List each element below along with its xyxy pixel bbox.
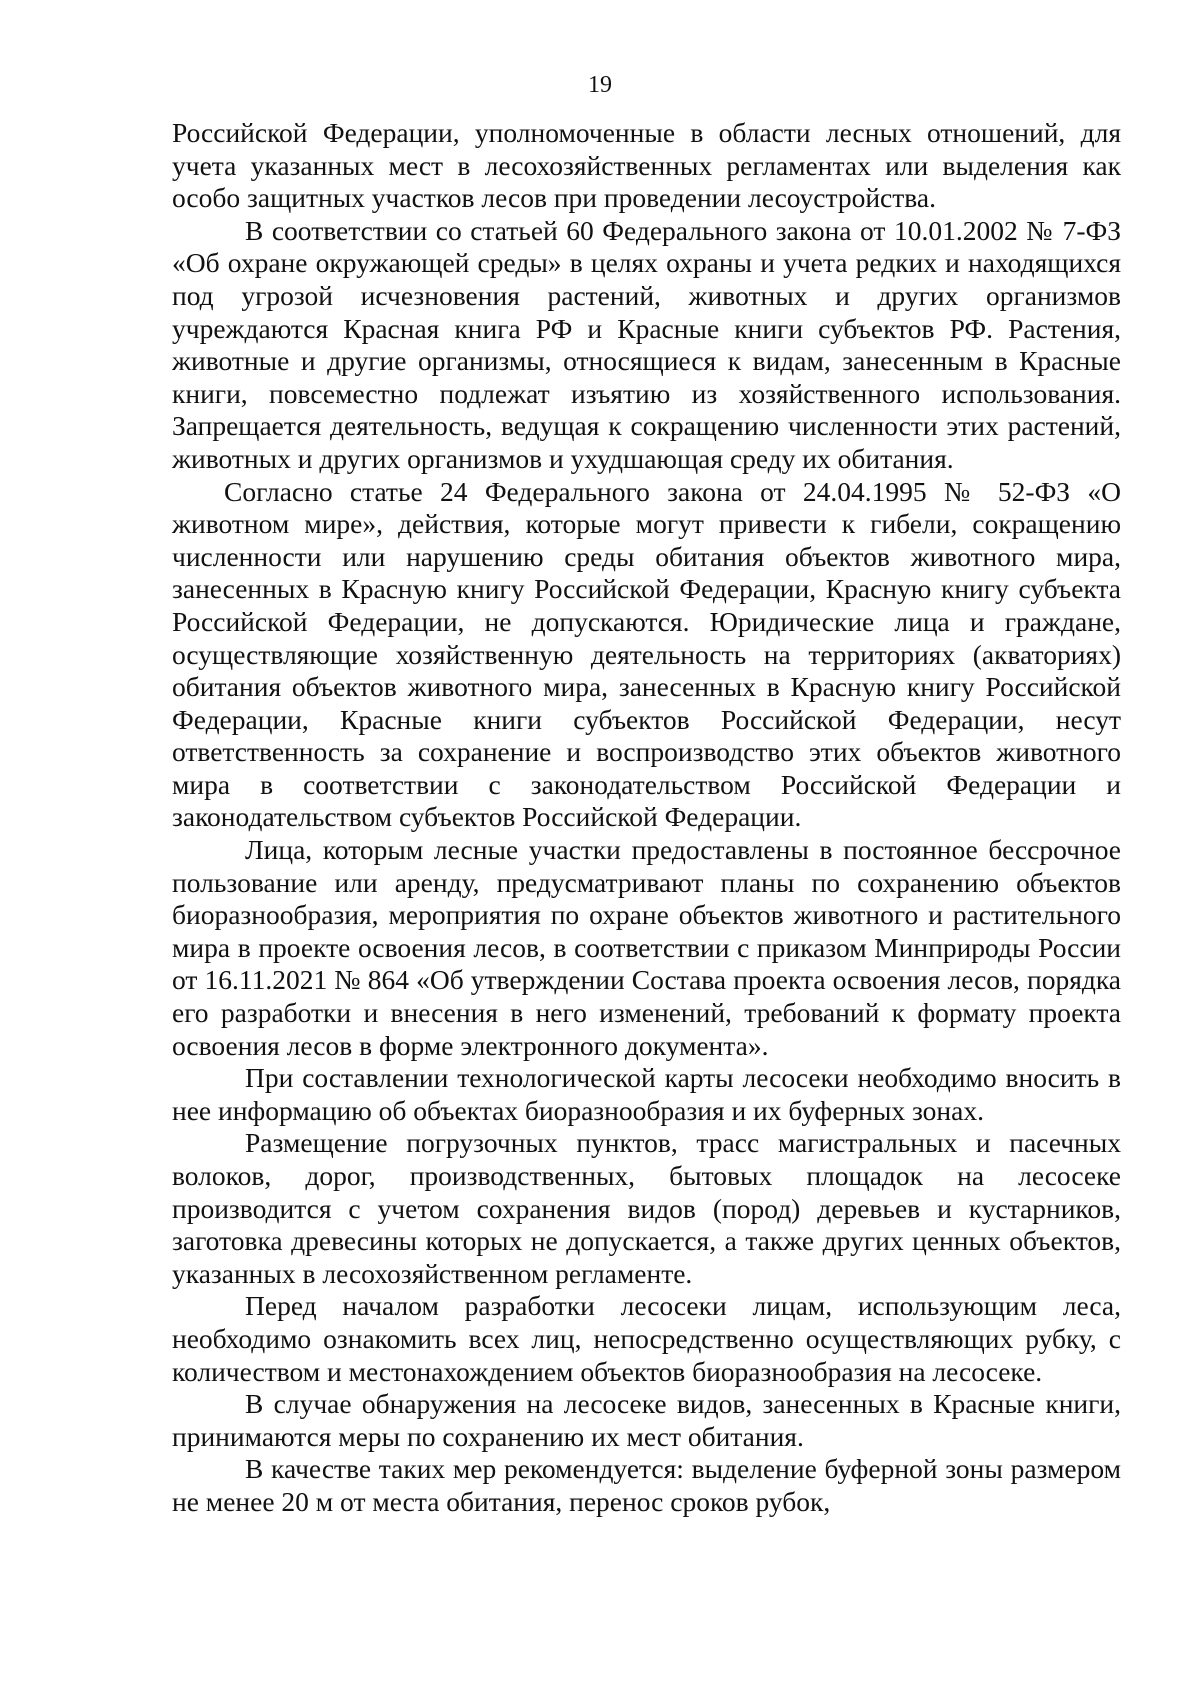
page-number: 19 (588, 72, 612, 98)
paragraph-red-book-species: В случае обнаружения на лесосеке видов, занесенных в Красные книги, принимаются меры по сохранению их мест обитания. (172, 1388, 1121, 1452)
paragraph-before-logging: Перед началом разработки лесосеки лицам, использующим леса, необходимо ознакомить всех лиц, непосредственно осуществляющих рубку, с количеством и местонахождением объектов биоразнообразия на лесосеке. (172, 1290, 1121, 1387)
document-body (172, 117, 1121, 1519)
paragraph-loading-points: Размещение погрузочных пунктов, трасс магистральных и пасечных волоков, дорог, производственных, бытовых площадок на лесосеке производится с учетом сохранения видов (пород) деревьев и кустарников, заготовка древесины которых не допускается, а также других ценных объектов, указанных в лесохозяйственном регламенте. (172, 1127, 1121, 1289)
paragraph-continuation: Российской Федерации, уполномоченные в области лесных отношений, для учета указанных мест в лесохозяйственных регламентах или выделения как особо защитных участков лесов при проведении лесоустройства. (172, 117, 1121, 214)
paragraph-recommended-measures: В качестве таких мер рекомендуется: выделение буферной зоны размером не менее 20 м от места обитания, перенос сроков рубок, (172, 1453, 1121, 1517)
paragraph-forest-users: Лица, которым лесные участки предоставлены в постоянное бессрочное пользование или аренду, предусматривают планы по сохранению объектов биоразнообразия, мероприятия по охране объектов животного и растительного мира в проекте освоения лесов, в соответствии с приказом Минприроды России от 16.11.2021 № 864 «Об утверждении Состава проекта освоения лесов, порядка его разработки и внесения в него изменений, требований к формату проекта освоения лесов в форме электронного документа». (172, 834, 1121, 1061)
paragraph-animal-world-law: Согласно статье 24 Федерального закона от 24.04.1995 № 52-ФЗ «О животном мире», действия, которые могут привести к гибели, сокращению численности или нарушению среды обитания объектов животного мира, занесенных в Красную книгу Российской Федерации, Красную книгу субъекта Российской Федерации, не допускаются. Юридические лица и граждане, осуществляющие хозяйственную деятельность на территориях (акваториях) обитания объектов животного мира, занесенных в Красную книгу Российской Федерации, Красные книги субъектов Российской Федерации, несут ответственность за сохранение и воспроизводство этих объектов животного мира в соответствии с законодательством Российской Федерации и законодательством субъектов Российской Федерации. (172, 475, 1121, 833)
paragraph-technological-map: При составлении технологической карты лесосеки необходимо вносить в нее информацию об объектах биоразнообразия и их буферных зонах. (172, 1062, 1121, 1126)
paragraph-red-book-law: В соответствии со статьей 60 Федерального закона от 10.01.2002 № 7-ФЗ «Об охране окружающей среды» в целях охраны и учета редких и находящихся под угрозой исчезновения растений, животных и других организмов учреждаются Красная книга РФ и Красные книги субъектов РФ. Растения, животные и другие организмы, относящиеся к видам, занесенным в Красные книги, повсеместно подлежат изъятию из хозяйственного использования. Запрещается деятельность, ведущая к сокращению численности этих растений, животных и других организмов и ухудшающая среду их обитания. (172, 214, 1121, 474)
